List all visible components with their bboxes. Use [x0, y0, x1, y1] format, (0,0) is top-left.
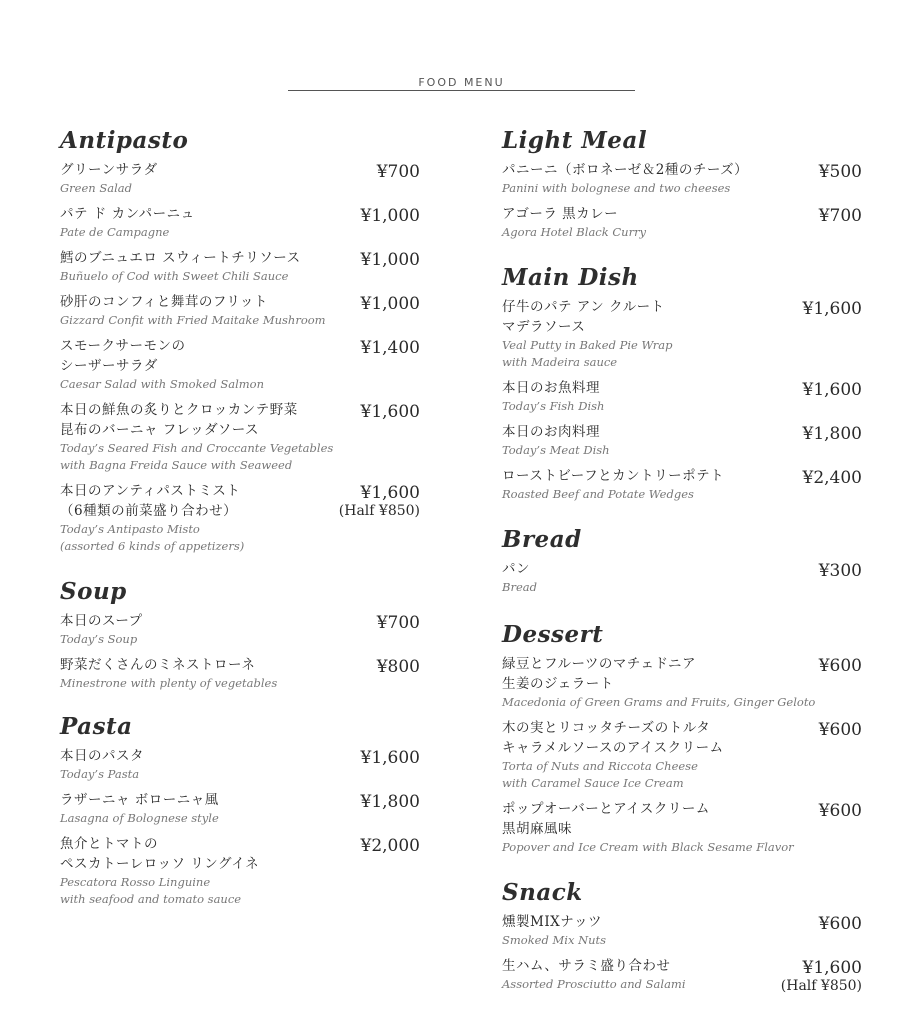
menu-item — [60, 248, 420, 285]
item-name-jp: 昆布のバーニャ フレッダソース — [60, 422, 260, 438]
section-title: Dessert — [502, 621, 604, 648]
item-price: ¥1,600 — [360, 402, 420, 422]
item-price: ¥1,000 — [360, 250, 420, 270]
item-name-en: Green Salad — [60, 181, 132, 195]
section-title: Snack — [502, 879, 583, 906]
item-price: ¥500 — [818, 162, 862, 182]
item-name-jp: ペスカトーレロッソ リングイネ — [60, 856, 260, 872]
menu-item — [60, 834, 420, 908]
item-name-en: with seafood and tomato sauce — [60, 892, 242, 906]
section-title: Pasta — [60, 713, 133, 740]
menu-item — [60, 746, 420, 783]
menu-item — [502, 912, 862, 949]
menu-item — [60, 655, 420, 692]
item-price: ¥1,000 — [360, 294, 420, 314]
item-name-en: Today’s Seared Fish and Croccante Vegetables — [60, 441, 334, 455]
item-price: ¥700 — [818, 206, 862, 226]
item-price: ¥300 — [818, 561, 862, 581]
item-price: ¥800 — [376, 657, 420, 677]
item-price: ¥1,600 — [802, 380, 862, 400]
item-price: ¥1,000 — [360, 206, 420, 226]
section-title: Light Meal — [502, 127, 648, 154]
item-name-jp: グリーンサラダ — [60, 162, 158, 178]
item-name-en: Torta of Nuts and Riccota Cheese — [502, 759, 698, 773]
item-name-jp: 本日のアンティパストミスト — [60, 483, 241, 499]
item-name-jp: パン — [502, 561, 530, 577]
item-name-en: Today’s Antipasto Misto — [60, 522, 200, 536]
menu-item — [60, 204, 420, 241]
menu-item — [60, 790, 420, 827]
item-name-en: Pescatora Rosso Linguine — [60, 875, 211, 889]
item-name-jp: パテ ド カンパーニュ — [60, 206, 195, 222]
section-snack — [502, 878, 862, 993]
item-name-jp: パニーニ（ボロネーゼ＆2種のチーズ） — [502, 162, 749, 178]
item-half-price: (Half ¥850) — [780, 978, 862, 994]
item-name-jp: 本日のお魚料理 — [502, 380, 600, 396]
item-name-jp: 本日の鮮魚の炙りとクロッカンテ野菜 — [60, 402, 298, 418]
item-price: ¥1,800 — [802, 424, 862, 444]
item-name-jp: 野菜だくさんのミネストローネ — [60, 657, 256, 673]
section-dessert — [502, 620, 862, 856]
item-name-jp: 魚介とトマトの — [60, 836, 158, 852]
section-main-dish — [502, 263, 862, 503]
item-name-en: Smoked Mix Nuts — [502, 933, 607, 947]
section-title: Antipasto — [60, 127, 189, 154]
item-price: ¥700 — [376, 613, 420, 633]
menu-item — [60, 292, 420, 329]
item-name-en: with Madeira sauce — [502, 355, 618, 369]
item-name-en: Lasagna of Bolognese style — [60, 811, 219, 825]
item-name-jp: 本日のパスタ — [60, 748, 144, 764]
item-name-en: Today’s Fish Dish — [502, 399, 605, 413]
menu-item — [502, 422, 862, 459]
menu-item — [502, 297, 862, 371]
item-name-jp: キャラメルソースのアイスクリーム — [502, 740, 724, 756]
item-name-jp: シーザーサラダ — [60, 358, 158, 374]
menu-item — [60, 160, 420, 197]
menu-item — [502, 799, 862, 856]
item-half-price: (Half ¥850) — [338, 503, 420, 519]
item-name-en: Gizzard Confit with Fried Maitake Mushroom — [60, 313, 326, 327]
menu-item — [502, 204, 862, 241]
item-name-jp: アゴーラ 黒カレー — [502, 206, 619, 222]
item-name-jp: ポップオーバーとアイスクリーム — [502, 801, 710, 817]
item-name-en: Today’s Pasta — [60, 767, 140, 781]
menu-item — [60, 400, 420, 474]
section-light-meal — [502, 126, 862, 241]
item-name-jp: 砂肝のコンフィと舞茸のフリット — [60, 294, 268, 310]
item-price: ¥1,800 — [360, 792, 420, 812]
item-price: ¥600 — [818, 720, 862, 740]
menu-item — [60, 611, 420, 648]
menu-item — [60, 481, 420, 555]
item-price: ¥1,400 — [360, 338, 420, 358]
menu-item — [502, 718, 862, 792]
item-name-en: Pate de Campagne — [60, 225, 170, 239]
item-price: ¥2,400 — [802, 468, 862, 488]
item-price: ¥600 — [818, 801, 862, 821]
item-name-jp: ローストビーフとカントリーポテト — [502, 468, 725, 484]
item-name-jp: 黒胡麻風味 — [502, 821, 572, 837]
menu-item — [60, 336, 420, 393]
item-name-en: Today’s Meat Dish — [502, 443, 610, 457]
item-price: ¥2,000 — [360, 836, 420, 856]
item-price: ¥700 — [376, 162, 420, 182]
item-price: ¥1,600 — [802, 299, 862, 319]
item-name-en: Veal Putty in Baked Pie Wrap — [502, 338, 673, 352]
menu-item — [502, 378, 862, 415]
section-antipasto — [60, 126, 420, 555]
item-name-en: Agora Hotel Black Curry — [502, 225, 647, 239]
item-name-jp: マデラソース — [502, 319, 586, 335]
menu-item — [502, 466, 862, 503]
left-column — [60, 126, 420, 908]
section-pasta — [60, 712, 420, 908]
item-name-en: Caesar Salad with Smoked Salmon — [60, 377, 265, 391]
item-name-jp: （6種類の前菜盛り合わせ） — [60, 503, 238, 519]
item-name-en: Assorted Prosciutto and Salami — [502, 977, 686, 991]
menu-header-title: FOOD MENU — [418, 76, 505, 89]
item-name-en: Today’s Soup — [60, 632, 138, 646]
item-name-jp: 本日のお肉料理 — [502, 424, 600, 440]
item-name-en: Popover and Ice Cream with Black Sesame Flavor — [502, 840, 794, 854]
item-price: ¥600 — [818, 656, 862, 676]
item-price: ¥1,600 — [360, 483, 420, 503]
item-price: ¥600 — [818, 914, 862, 934]
menu-item — [502, 654, 862, 711]
item-name-jp: 鱈のブニュエロ スウィートチリソース — [60, 250, 301, 266]
section-soup — [60, 577, 420, 692]
item-price: ¥1,600 — [360, 748, 420, 768]
item-name-jp: スモークサーモンの — [60, 338, 186, 354]
item-name-jp: 木の実とリコッタチーズのトルタ — [502, 720, 711, 736]
right-column — [502, 126, 862, 993]
item-name-en: (assorted 6 kinds of appetizers) — [60, 539, 245, 553]
item-name-en: with Bagna Freida Sauce with Seaweed — [60, 458, 293, 472]
item-name-jp: 本日のスープ — [60, 613, 143, 629]
section-title: Main Dish — [502, 264, 639, 291]
item-name-en: Buñuelo of Cod with Sweet Chili Sauce — [60, 269, 289, 283]
section-title: Soup — [60, 578, 127, 605]
menu-item — [502, 956, 862, 993]
item-name-jp: 生ハム、サラミ盛り合わせ — [502, 958, 671, 974]
item-name-jp: 緑豆とフルーツのマチェドニア — [502, 656, 696, 672]
item-name-en: Macedonia of Green Grams and Fruits, Ginger Geloto — [502, 695, 816, 709]
item-name-en: with Caramel Sauce Ice Cream — [502, 776, 684, 790]
section-title: Bread — [502, 526, 582, 553]
item-name-jp: 燻製MIXナッツ — [502, 914, 602, 930]
item-name-jp: ラザーニャ ボローニャ風 — [60, 792, 219, 808]
header-divider — [288, 90, 635, 91]
item-name-en: Bread — [502, 580, 537, 594]
section-bread — [502, 525, 862, 596]
item-price: ¥1,600 — [802, 958, 862, 978]
item-name-jp: 生姜のジェラート — [502, 676, 614, 692]
item-name-en: Minestrone with plenty of vegetables — [60, 676, 278, 690]
menu-item — [502, 559, 862, 596]
item-name-en: Panini with bolognese and two cheeses — [502, 181, 731, 195]
item-name-en: Roasted Beef and Potate Wedges — [502, 487, 694, 501]
item-name-jp: 仔牛のパテ アン クルート — [502, 299, 665, 315]
menu-item — [502, 160, 862, 197]
